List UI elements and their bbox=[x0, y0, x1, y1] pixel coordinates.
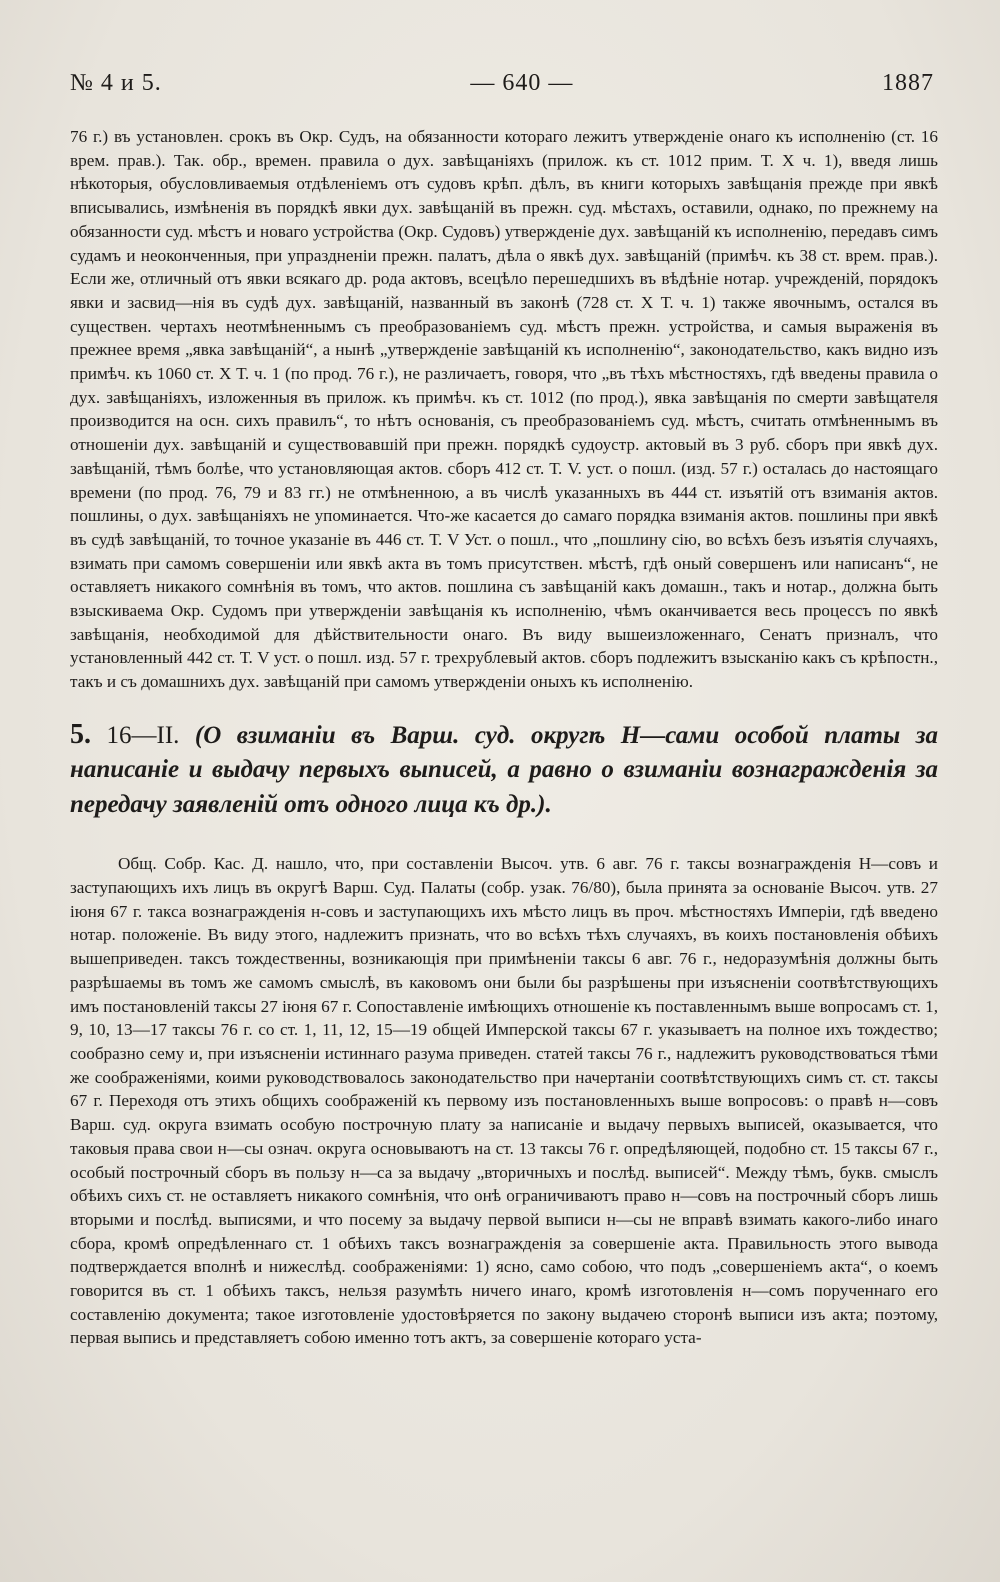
page-number: — 640 — bbox=[470, 70, 574, 96]
section-date: 16—II. bbox=[106, 721, 180, 749]
section-heading bbox=[70, 718, 938, 823]
year: 1887 bbox=[882, 70, 934, 96]
issue-number: № 4 и 5. bbox=[70, 70, 162, 96]
section-number: 5. bbox=[70, 718, 91, 750]
section-title: (О взиманіи въ Варш. суд. округѣ Н—сами особой платы за написаніе и выдачу первыхъ выписей, а равно о взиманіи вознагражденія за передачу заявленій отъ одного лица къ др.). bbox=[70, 721, 939, 818]
paragraph-text: 76 г.) въ установлен. срокъ въ Окр. Судъ, на обязанности котораго лежитъ утвержденіе онаго къ исполненію (ст. 16 врем. прав.). Так. обр., времен. правила о дух. завѣщаніяхъ (прилож. къ ст. 1012 прим. Т. X ч. 1), введя лишь нѣкоторыя, обусловливаемыя отдѣленіемъ отъ судовъ крѣп. дѣлъ, въ книги которыхъ завѣщанія прежде при явкѣ вписывались, измѣненія въ порядкѣ явки дух. завѣщаній въ прежн. суд. мѣстахъ, оставили, однако, по прежнему на обязанности суд. мѣстъ и новаго устройства (Окр. Судовъ) утвержденіе дух. завѣщаній къ исполненію, передавъ симъ судамъ и неоконченныя, при упраздненіи прежн. палатъ, дѣла о явкѣ дух. завѣщаній (примѣч. къ 38 ст. врем. прав.). Если же, отличный отъ явки всякаго др. рода актовъ, всецѣло перешедшихъ въ вѣдѣніе нотар. учрежденій, порядокъ явки и засвид—нія въ судѣ дух. завѣщаній, названный въ законѣ (728 ст. X Т. ч. 1) также явочнымъ, остался въ существен. чертахъ неотмѣненнымъ съ преобразованіемъ суд. мѣстъ прежн. устройства, и самыя выраженія въ прежнее время „явка завѣщаній“, а нынѣ „утвержденіе завѣщаній къ исполненію“, законодательство, какъ видно изъ примѣч. къ 1060 ст. X Т. ч. 1 (по прод. 76 г.), не различаетъ, говоря, что „въ тѣхъ мѣстностяхъ, гдѣ введены правила о дух. завѣщаніяхъ, изложенныя въ прилож. къ примѣч. къ ст. 1012 (по прод.), явка завѣщанія по смерти завѣщателя производится на осн. сихъ правилъ“, то нѣтъ основанія, съ преобразованіемъ суд. мѣстъ, считать отмѣненнымъ въ отношеніи дух. завѣщаній и существовавшій при прежн. порядкѣ судоустр. актовый въ 3 руб. сборъ при явкѣ дух. завѣщаній, тѣмъ болѣе, что установляющая актов. сборъ 412 ст. Т. V. уст. о пошл. (изд. 57 г.) осталась до настоящаго времени (по прод. 76, 79 и 83 гг.) не отмѣненною, а въ числѣ указанныхъ въ 444 ст. изъятій отъ взиманія актов. пошлины, о дух. завѣщаніяхъ не упоминается. Что-же касается до самаго порядка взиманія актов. пошлины при явкѣ въ судѣ завѣщаній, то точное указаніе въ 446 ст. Т. V Уст. о пошл., что „пошлину сію, во всѣхъ безъ изъятія случаяхъ, взимать при самомъ совершеніи или явкѣ акта въ томъ присутствен. мѣстѣ, гдѣ оный совершенъ или написанъ“, не оставляетъ никакого сомнѣнія въ томъ, что актов. пошлина съ завѣщаній какъ домашн., такъ и нотар., должна быть взыскиваема Окр. Судомъ при утвержденіи завѣщанія къ исполненію, чѣмъ оканчивается весь процессъ по явкѣ завѣщанія, необходимой для дѣйствительности онаго. Въ виду вышеизложеннаго, Сенатъ призналъ, что установленный 442 ст. Т. V уст. о пошл. изд. 57 г. трехрублевый актов. сборъ подлежитъ взысканію какъ съ крѣпостн., такъ и съ домашнихъ дух. завѣщаній при самомъ утвержденіи оныхъ къ исполненію. bbox=[70, 127, 938, 692]
page-header bbox=[70, 70, 938, 97]
second-paragraph-block bbox=[70, 852, 938, 1350]
first-paragraph-block bbox=[70, 125, 938, 694]
paragraph-text: Общ. Собр. Кас. Д. нашло, что, при составленіи Высоч. утв. 6 авг. 76 г. таксы вознагражденія Н—совъ и заступающихъ ихъ лицъ въ округѣ Варш. Суд. Палаты (собр. узак. 76/80), была принята за основаніе Высоч. утв. 27 іюня 67 г. такса вознагражденія н-совъ и заступающихъ ихъ мѣсто лицъ въ проч. мѣстностяхъ Имперіи, гдѣ введено нотар. положеніе. Въ виду этого, надлежитъ признать, что во всѣхъ тѣхъ случаяхъ, въ коихъ постановленія обѣихъ вышеприведен. таксъ тождественны, возникающія при примѣненіи таксы 6 авг. 76 г., недоразумѣнія должны быть разрѣшаемы въ томъ же самомъ смыслѣ, въ каковомъ они были бы разрѣшены при изъясненіи соотвѣтствующихъ имъ постановленій таксы 27 іюня 67 г. Сопоставленіе имѣющихъ отношеніе къ поставленнымъ выше вопросамъ ст. 1, 9, 10, 13—17 таксы 76 г. со ст. 1, 11, 12, 15—19 общей Имперской таксы 67 г. указываетъ на полное ихъ тождество; сообразно сему и, при изъясненіи истиннаго разума приведен. статей таксы 76 г., надлежитъ руководствоваться тѣми же соображеніями, коими руководствовалось законодательство при начертаніи соотвѣтствующихъ симъ ст. ст. таксы 67 г. Переходя отъ этихъ общихъ соображеній къ первому изъ постановленныхъ выше вопросовъ: о правѣ н—совъ Варш. суд. округа взимать особую построчную плату за написаніе и выдачу первыхъ выписей, оказывается, что таковыя права свои н—сы означ. округа основываютъ на ст. 13 таксы 76 г. опредѣляющей, подобно ст. 15 таксы 67 г., особый построчный сборъ въ пользу н—са за выдачу „вторичныхъ и послѣд. выписей“. Между тѣмъ, букв. смыслъ обѣихъ сихъ ст. не оставляетъ никакого сомнѣнія, что онѣ ограничиваютъ право н—совъ на построчный сборъ лишь вторыми и послѣд. выписями, и что посему за выдачу первой выписи н—сы не вправѣ взимать какого-либо инаго сбора, кромѣ опредѣленнаго ст. 1 обѣихъ таксъ вознагражденія за совершеніе акта. Правильность этого вывода подтверждается вполнѣ и нижеслѣд. соображеніями: 1) ясно, само собою, что подъ „совершеніемъ акта“, о коемъ говорится въ ст. 1 обѣихъ таксъ, нельзя разумѣть ничего инаго, кромѣ изготовленія н—сомъ порученнаго его составленію документа; такое изготовленіе удостовѣряется по закону выдачею сторонѣ выписи изъ акта; поэтому, первая выпись и представляетъ собою именно тотъ актъ, за совершеніе котораго уста- bbox=[70, 854, 938, 1348]
